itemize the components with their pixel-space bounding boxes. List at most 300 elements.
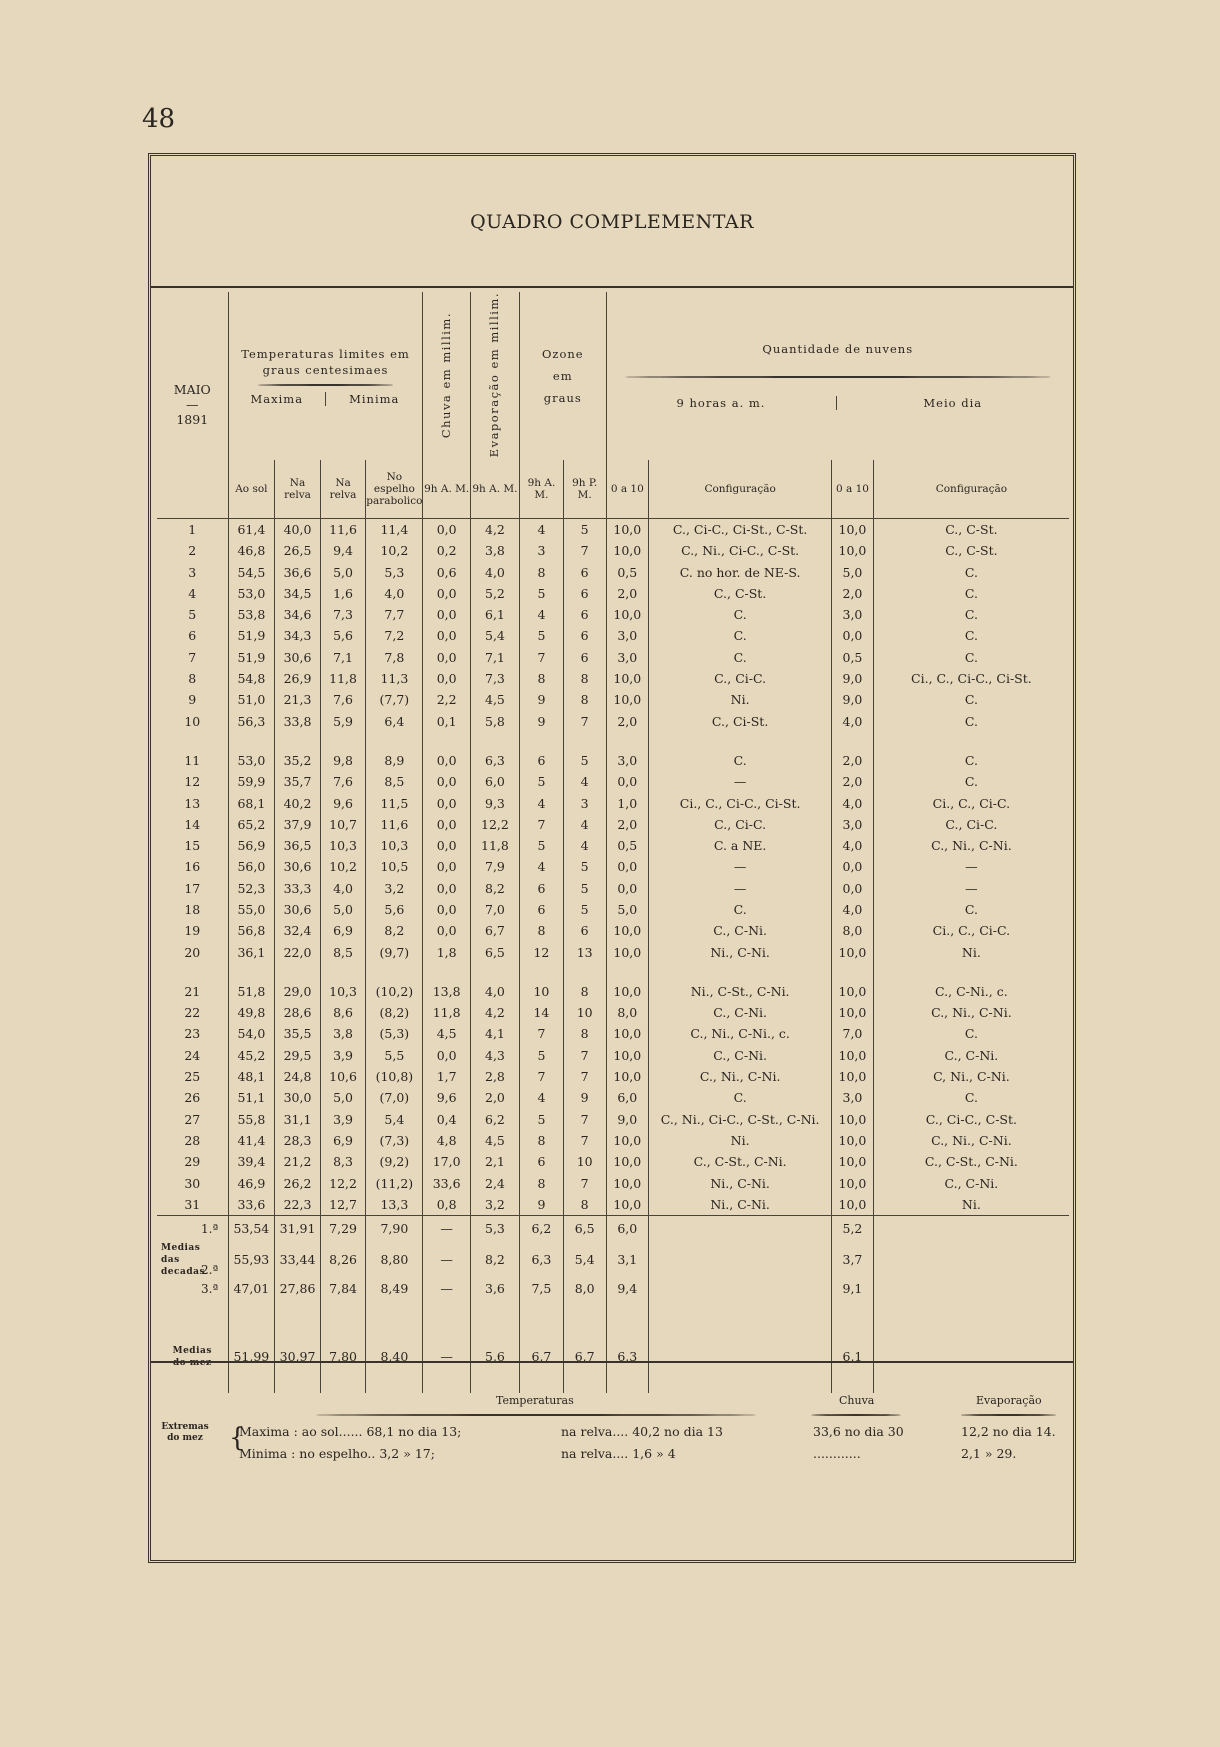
table-cell: 9 <box>520 710 564 731</box>
mean-cell <box>649 1278 832 1299</box>
table-cell: 0,5 <box>832 647 874 668</box>
mean-cell: 8,80 <box>366 1242 423 1278</box>
table-cell: 5,4 <box>470 625 519 646</box>
decade-means-label: Medias das decadas <box>161 1242 206 1277</box>
table-cell: C. <box>649 625 832 646</box>
table-cell: 0,0 <box>423 625 470 646</box>
gap-cell <box>228 732 275 750</box>
gap-cell <box>320 732 365 750</box>
decade-mean-row <box>157 1242 1069 1278</box>
table-cell: C., C-Ni. <box>944 1175 999 1191</box>
table-cell: 5 <box>563 878 606 899</box>
table-cell: 7 <box>563 1130 606 1151</box>
month-mean-cell: 5,6 <box>470 1339 519 1375</box>
table-cell: 0,5 <box>606 561 649 582</box>
month-mean-label-cell <box>157 1339 228 1375</box>
table-cell: C., Ci-C. <box>945 816 998 832</box>
gap-cell <box>649 732 832 750</box>
table-cell: 9 <box>520 1194 564 1216</box>
table-cell: 0,0 <box>423 878 470 899</box>
table-cell: 49,8 <box>228 1002 275 1023</box>
table-cell: 0,0 <box>832 856 874 877</box>
year-label: 1891 <box>176 412 209 428</box>
table-cell: Ci., C., Ci-C., Ci-St. <box>911 671 1032 687</box>
table-cell: 10,0 <box>832 1151 874 1172</box>
table-cell: 0,0 <box>832 878 874 899</box>
mean-cell <box>873 1278 1069 1299</box>
mean-cell <box>649 1242 832 1278</box>
table-cell: 26,9 <box>275 668 321 689</box>
table-cell: 6 <box>563 647 606 668</box>
mean-cell: 7,29 <box>320 1216 365 1242</box>
table-cell: 10 <box>563 1002 606 1023</box>
gap-cell <box>563 1375 606 1393</box>
mean-cell: — <box>423 1216 470 1242</box>
table-cell: 7,1 <box>470 647 519 668</box>
table-cell: 40,2 <box>275 792 321 813</box>
table-cell: 0,1 <box>423 710 470 731</box>
table-cell: 56,3 <box>228 710 275 731</box>
mean-cell: 7,90 <box>366 1216 423 1242</box>
evaporation-swash <box>961 1414 1056 1416</box>
table-cell: 10,0 <box>606 1172 649 1193</box>
mean-cell: 6,3 <box>520 1242 564 1278</box>
table-cell: 4,2 <box>470 518 519 540</box>
gap-cell <box>832 963 874 981</box>
table-row <box>157 540 1069 561</box>
gap-cell <box>157 1299 228 1339</box>
mean-cell: — <box>423 1278 470 1299</box>
table-cell: 7,2 <box>366 625 423 646</box>
table-cell: 2,4 <box>470 1172 519 1193</box>
table-cell: 3,8 <box>470 540 519 561</box>
table-cell: 5 <box>563 518 606 540</box>
table-cell: — <box>649 856 832 877</box>
table-cell: 3,0 <box>606 750 649 771</box>
table-cell: 0,0 <box>423 920 470 941</box>
table-cell: 5,2 <box>470 583 519 604</box>
day-cell: 1 <box>157 518 228 540</box>
table-cell: 8 <box>563 1023 606 1044</box>
table-cell: 7,8 <box>366 647 423 668</box>
table-cell: 2,1 <box>470 1151 519 1172</box>
table-cell: 7 <box>563 1109 606 1130</box>
table-cell: (11,2) <box>366 1172 423 1193</box>
table-cell: 26,5 <box>275 540 321 561</box>
table-cell: C. a NE. <box>649 835 832 856</box>
table-cell: (10,2) <box>366 981 423 1002</box>
table-row <box>157 710 1069 731</box>
table-cell: 30,0 <box>275 1087 321 1108</box>
table-cell: 8,5 <box>320 941 365 962</box>
table-cell: 6 <box>563 561 606 582</box>
gap-cell <box>606 1299 649 1339</box>
table-cell: 59,9 <box>228 771 275 792</box>
table-cell: C., C-St. <box>945 521 998 537</box>
table-cell: 51,0 <box>228 689 275 710</box>
table-cell: 10,0 <box>606 920 649 941</box>
table-cell: 3,0 <box>606 625 649 646</box>
table-cell: Ni. <box>649 689 832 710</box>
table-cell: 8,3 <box>320 1151 365 1172</box>
table-cell: 4 <box>520 604 564 625</box>
table-cell: 13,3 <box>366 1194 423 1216</box>
table-cell: 53,8 <box>228 604 275 625</box>
ozone-label: Ozone em graus <box>541 347 584 406</box>
decade-mean-row <box>157 1278 1069 1299</box>
table-cell: 10,0 <box>832 1194 874 1216</box>
table-cell: 5,6 <box>366 899 423 920</box>
table-cell: 7 <box>563 1045 606 1066</box>
day-cell: 2 <box>157 540 228 561</box>
table-cell: 26,2 <box>275 1172 321 1193</box>
evaporation-header <box>470 292 519 460</box>
table-cell: (7,7) <box>366 689 423 710</box>
table-cell: 0,0 <box>423 835 470 856</box>
table-row <box>157 750 1069 771</box>
decade-label-cell <box>157 1216 228 1242</box>
table-cell: 45,2 <box>228 1045 275 1066</box>
table-cell: 5 <box>520 1109 564 1130</box>
day-cell: 9 <box>157 689 228 710</box>
table-cell: 2,0 <box>832 583 874 604</box>
mean-cell: 31,91 <box>275 1216 321 1242</box>
table-cell: Ni., C-Ni. <box>649 1172 832 1193</box>
table-cell: 22,0 <box>275 941 321 962</box>
day-cell: 21 <box>157 981 228 1002</box>
table-cell: 11,4 <box>366 518 423 540</box>
table-row <box>157 604 1069 625</box>
col-clouds-noon-config: Configuração <box>935 483 1008 496</box>
table-cell: (10,8) <box>366 1066 423 1087</box>
table-cell: 30,6 <box>275 647 321 668</box>
table-cell: C. <box>964 607 978 623</box>
table-cell: 2,0 <box>832 750 874 771</box>
table-row <box>157 561 1069 582</box>
table-row <box>157 1130 1069 1151</box>
table-cell: 7 <box>520 814 564 835</box>
table-cell: 31,1 <box>275 1109 321 1130</box>
table-cell: 9,0 <box>606 1109 649 1130</box>
day-cell: 3 <box>157 561 228 582</box>
table-cell: 5,3 <box>366 561 423 582</box>
table-cell: 4,0 <box>470 981 519 1002</box>
summary-gap <box>157 1299 1069 1339</box>
table-cell: 40,0 <box>275 518 321 540</box>
mean-cell: 33,44 <box>275 1242 321 1278</box>
table-cell: 34,5 <box>275 583 321 604</box>
title-divider <box>151 286 1073 288</box>
table-cell: 10,0 <box>832 981 874 1002</box>
gap-cell <box>470 1375 519 1393</box>
table-cell: C., Ci-C. <box>649 668 832 689</box>
mean-cell: 5,2 <box>832 1216 874 1242</box>
gap-cell <box>649 1375 832 1393</box>
mean-cell: 27,86 <box>275 1278 321 1299</box>
table-cell: 35,2 <box>275 750 321 771</box>
table-row <box>157 1172 1069 1193</box>
month-mean-cell <box>873 1339 1069 1375</box>
gap-cell <box>563 732 606 750</box>
table-cell: 11,6 <box>366 814 423 835</box>
table-cell: 21,2 <box>275 1151 321 1172</box>
mean-cell <box>873 1242 1069 1278</box>
gap-cell <box>228 1299 275 1339</box>
table-cell: 6 <box>563 583 606 604</box>
table-cell: C. <box>964 1090 978 1106</box>
table-cell: 11,8 <box>423 1002 470 1023</box>
gap-cell <box>873 732 1069 750</box>
table-cell: C. <box>964 1026 978 1042</box>
table-cell: 1,6 <box>320 583 365 604</box>
month-header <box>157 292 228 518</box>
mean-cell: 9,1 <box>832 1278 874 1299</box>
table-cell: 10,0 <box>606 981 649 1002</box>
clouds-label: Quantidade de nuvens <box>762 342 914 357</box>
table-cell: C. <box>964 585 978 601</box>
gap-cell <box>157 1375 228 1393</box>
table-cell: 12,2 <box>470 814 519 835</box>
table-cell: 5 <box>563 899 606 920</box>
mean-cell: 8,26 <box>320 1242 365 1278</box>
maxima-label: Maxima <box>229 392 326 406</box>
noon-label: Meio dia <box>923 396 983 411</box>
day-cell: 29 <box>157 1151 228 1172</box>
table-cell: 10,0 <box>832 1109 874 1130</box>
table-cell: 36,6 <box>275 561 321 582</box>
table-cell: 10,3 <box>320 981 365 1002</box>
day-cell: 26 <box>157 1087 228 1108</box>
mean-cell: 55,93 <box>228 1242 275 1278</box>
table-cell: 4 <box>563 771 606 792</box>
table-cell: 17,0 <box>423 1151 470 1172</box>
table-cell: 10,2 <box>320 856 365 877</box>
table-cell: 9 <box>563 1087 606 1108</box>
table-cell: 8 <box>520 561 564 582</box>
day-cell: 7 <box>157 647 228 668</box>
gap-cell <box>520 963 564 981</box>
table-row <box>157 689 1069 710</box>
table-cell: 4,3 <box>470 1045 519 1066</box>
decade-number: 3.ª <box>201 1281 219 1296</box>
table-cell: 61,4 <box>228 518 275 540</box>
decade-mean-row <box>157 1216 1069 1242</box>
table-cell: 8 <box>563 1194 606 1216</box>
table-cell: C. <box>649 750 832 771</box>
table-row <box>157 878 1069 899</box>
table-cell: 11,5 <box>366 792 423 813</box>
table-cell: 54,5 <box>228 561 275 582</box>
table-cell: 48,1 <box>228 1066 275 1087</box>
table-cell: 2,0 <box>606 710 649 731</box>
gap-cell <box>423 1299 470 1339</box>
table-row <box>157 1087 1069 1108</box>
table-cell: 5,8 <box>470 710 519 731</box>
day-cell: 17 <box>157 878 228 899</box>
month-dash: — <box>186 397 199 413</box>
table-cell: 9,4 <box>320 540 365 561</box>
table-cell: C. <box>649 647 832 668</box>
max-evaporation: 12,2 no dia 14. <box>961 1424 1056 1439</box>
table-cell: 6 <box>563 625 606 646</box>
col-clouds-noon-scale: 0 a 10 <box>832 460 874 518</box>
table-cell: 6,0 <box>470 771 519 792</box>
table-cell: 10,0 <box>606 1151 649 1172</box>
gap-cell <box>275 1299 321 1339</box>
table-cell: C., Ci-C. <box>649 814 832 835</box>
day-cell: 18 <box>157 899 228 920</box>
table-cell: 6,5 <box>470 941 519 962</box>
mean-cell: 5,3 <box>470 1216 519 1242</box>
mean-cell: 9,4 <box>606 1278 649 1299</box>
table-cell: 7 <box>563 1066 606 1087</box>
table-cell: 11,3 <box>366 668 423 689</box>
table-cell: C. <box>964 713 978 729</box>
col-clouds-am-scale: 0 a 10 <box>606 460 649 518</box>
table-cell: 5 <box>520 583 564 604</box>
table-cell: 4,0 <box>366 583 423 604</box>
decade-gap <box>157 963 1069 981</box>
table-cell: 0,0 <box>423 856 470 877</box>
header-row-groups <box>157 292 1069 460</box>
table-cell: 54,0 <box>228 1023 275 1044</box>
table-cell: 3,9 <box>320 1109 365 1130</box>
table-cell: 10,3 <box>320 835 365 856</box>
mean-cell: — <box>423 1242 470 1278</box>
table-cell: 5,0 <box>320 561 365 582</box>
month-mean-cell: 8,40 <box>366 1339 423 1375</box>
table-cell: 2,0 <box>470 1087 519 1108</box>
table-cell: 21,3 <box>275 689 321 710</box>
month-mean-cell: 7,80 <box>320 1339 365 1375</box>
decade-label-cell <box>157 1278 228 1299</box>
table-cell: 9,6 <box>423 1087 470 1108</box>
gap-cell <box>606 963 649 981</box>
rain-swash <box>811 1414 901 1416</box>
table-cell: 0,0 <box>423 604 470 625</box>
table-cell: 10 <box>520 981 564 1002</box>
day-cell: 25 <box>157 1066 228 1087</box>
table-cell: 4,0 <box>320 878 365 899</box>
gap-cell <box>366 963 423 981</box>
table-row <box>157 625 1069 646</box>
mean-cell: 3,1 <box>606 1242 649 1278</box>
table-cell: — <box>965 859 978 875</box>
table-cell: 0,0 <box>423 750 470 771</box>
table-cell: C. <box>649 604 832 625</box>
table-cell: 52,3 <box>228 878 275 899</box>
table-cell: 28,6 <box>275 1002 321 1023</box>
temperature-group-label: Temperaturas limites em graus centesimaes <box>241 347 410 378</box>
table-cell: C. <box>964 692 978 708</box>
table-cell: Ci., C., Ci-C. <box>932 923 1011 939</box>
table-cell: 13 <box>563 941 606 962</box>
day-cell: 6 <box>157 625 228 646</box>
decade-label-cell <box>157 1242 228 1278</box>
table-row <box>157 1066 1069 1087</box>
table-cell: 11,8 <box>320 668 365 689</box>
gap-cell <box>873 1299 1069 1339</box>
table-cell: (9,2) <box>366 1151 423 1172</box>
table-cell: 10,0 <box>606 540 649 561</box>
gap-cell <box>320 1375 365 1393</box>
day-cell: 11 <box>157 750 228 771</box>
page-number: 48 <box>142 104 176 134</box>
table-cell: 10,0 <box>832 1066 874 1087</box>
table-cell: 2,0 <box>606 583 649 604</box>
table-cell: C. <box>964 649 978 665</box>
evaporation-label: Evaporação em millim. <box>487 292 502 458</box>
gap-cell <box>520 1299 564 1339</box>
table-row <box>157 920 1069 941</box>
day-cell: 19 <box>157 920 228 941</box>
table-cell: C., Ci-St. <box>649 710 832 731</box>
table-cell: 9,6 <box>320 792 365 813</box>
table-cell: (7,3) <box>366 1130 423 1151</box>
table-cell: 36,1 <box>228 941 275 962</box>
table-cell: 10 <box>563 1151 606 1172</box>
min-temp-mirror: Minima : no espelho.. 3,2 » 17; <box>239 1446 435 1461</box>
gap-cell <box>228 1375 275 1393</box>
table-cell: 6,3 <box>470 750 519 771</box>
table-cell: 0,5 <box>606 835 649 856</box>
col-ozone-9am: 9h A. M. <box>520 460 564 518</box>
table-cell: C., Ni., C-Ni. <box>649 1066 832 1087</box>
table-cell: 8 <box>520 1130 564 1151</box>
table-cell: 10,0 <box>832 1002 874 1023</box>
table-cell: C., Ni., Ci-C., C-St., C-Ni. <box>649 1109 832 1130</box>
gap-cell <box>606 732 649 750</box>
table-cell: 2,0 <box>606 814 649 835</box>
table-cell: 8 <box>563 981 606 1002</box>
gap-cell <box>366 1375 423 1393</box>
table-cell: Ni. <box>649 1130 832 1151</box>
table-cell: 33,6 <box>423 1172 470 1193</box>
table-row <box>157 814 1069 835</box>
table-cell: C., C-Ni., c. <box>935 983 1008 999</box>
mean-cell: 8,2 <box>470 1242 519 1278</box>
table-cell: 7 <box>520 647 564 668</box>
gap-cell <box>470 963 519 981</box>
table-cell: C., C-St. <box>649 583 832 604</box>
table-cell: C., C-Ni. <box>649 920 832 941</box>
table-cell: C. <box>964 902 978 917</box>
extremes-temperatures-heading: Temperaturas <box>496 1394 574 1407</box>
month-mean-cell: 6,7 <box>563 1339 606 1375</box>
table-cell: C, Ni., C-Ni. <box>933 1069 1010 1085</box>
table-cell: 1,8 <box>423 941 470 962</box>
table-cell: 56,8 <box>228 920 275 941</box>
col-rain-9am: 9h A. M. <box>423 460 470 518</box>
page-title: QUADRO COMPLEMENTAR <box>470 211 754 233</box>
table-cell: Ni., C-Ni. <box>649 1194 832 1216</box>
day-cell: 5 <box>157 604 228 625</box>
table-cell: 55,8 <box>228 1109 275 1130</box>
gap-cell <box>423 963 470 981</box>
table-cell: 8,5 <box>366 771 423 792</box>
table-cell: 35,7 <box>275 771 321 792</box>
temperature-swash <box>258 384 394 386</box>
mean-cell: 6,5 <box>563 1216 606 1242</box>
table-cell: C., Ci-C., C-St. <box>925 1111 1017 1127</box>
table-cell: 0,4 <box>423 1109 470 1130</box>
table-cell: 9,8 <box>320 750 365 771</box>
table-cell: 8,2 <box>366 920 423 941</box>
col-espelho: No espelho parabolico <box>366 460 423 518</box>
table-cell: 10,0 <box>832 540 874 561</box>
day-cell: 15 <box>157 835 228 856</box>
table-cell: 5 <box>520 625 564 646</box>
